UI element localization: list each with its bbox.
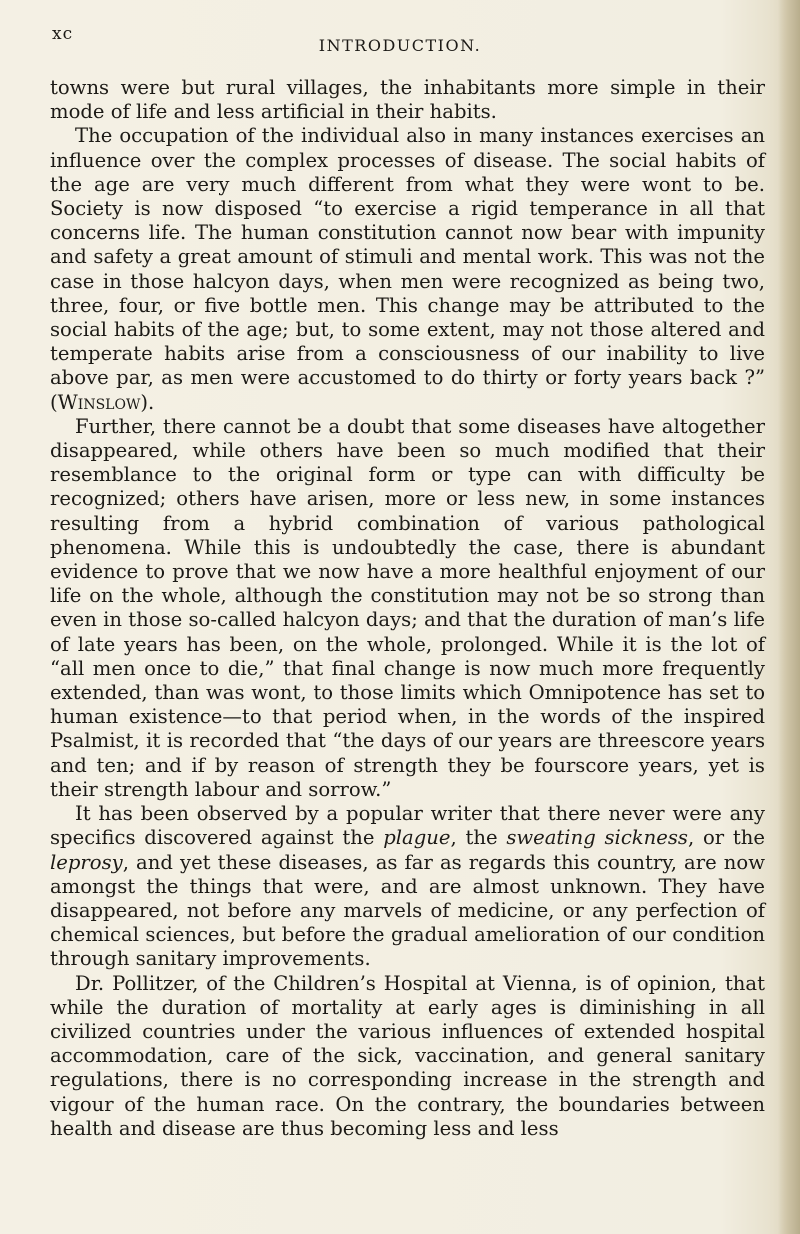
paragraph-1: towns were but rural villages, the inhabitants more simple in their mode of life and less artificial in their habits. bbox=[50, 76, 765, 124]
term-leprosy: leprosy bbox=[50, 850, 123, 874]
paragraph-2 bbox=[50, 124, 765, 414]
paragraph-2-end: ). bbox=[140, 390, 155, 414]
paragraph-4-sep2: , or the bbox=[688, 826, 766, 850]
paragraph-4-end: , and yet these diseases, as far as regards this country, are now amongst the things that were, and are almost unknown. They have disappeared, not before any marvels of medicine, or any perfection of chemical sciences, but before the gradual amelioration of our condition through sanitary improvements. bbox=[50, 850, 765, 971]
citation-author: Winslow bbox=[57, 390, 141, 414]
term-plague: plague bbox=[383, 826, 451, 850]
paragraph-4-sep1: , the bbox=[450, 826, 507, 850]
paragraph-2-text: The occupation of the individual also in many instances exercises an influence over the complex processes of disease. The social habits of the age are very much different from what they were wont to be. Society is now disposed “to exercise a rigid temperance in all that concerns life. The human constitution cannot now bear with impunity and safety a great amount of stimuli and mental work. This was not the case in those halcyon days, when men were recognized as being two, three, four, or five bottle men. This change may be attributed to the social habits of the age; but, to some extent, may not those altered and temperate habits arise from a consciousness of our inability to live above par, as men were accustomed to do thirty or forty years back ?” ( bbox=[50, 124, 765, 414]
page-edge-shadow bbox=[778, 0, 800, 1234]
paragraph-4-start: It has been observed by a popular writer that there never were any specifics discovered against the bbox=[50, 802, 765, 850]
paragraph-5: Dr. Pollitzer, of the Children’s Hospital at Vienna, is of opinion, that while the duration of mortality at early ages is diminishing in all civilized countries under the various influences of extended hospital accommodation, care of the sick, vaccination, and general sanitary regulations, there is no corresponding increase in the strength and vigour of the human race. On the contrary, the boundaries between health and disease are thus becoming less and less bbox=[50, 971, 765, 1140]
paragraph-4 bbox=[50, 802, 765, 971]
term-sweating-sickness: sweating sickness bbox=[506, 826, 688, 850]
page-number: xc bbox=[52, 24, 74, 44]
paragraph-3: Further, there cannot be a doubt that some diseases have altogether disappeared, while others have been so much modified that their resemblance to the original form or type can with difficulty be recognized; others have arisen, more or less new, in some instances resulting from a hybrid combination of various pathological phenomena. While this is undoubtedly the case, there is abundant evidence to prove that we now have a more healthful enjoyment of our life on the whole, although the constitution may not be so strong than even in those so-called halcyon days; and that the duration of man’s life of late years has been, on the whole, prolonged. While it is the lot of “all men once to die,” that final change is now much more frequently extended, than was wont, to those limits which Omnipotence has set to human existence—to that period when, in the words of the inspired Psalmist, it is recorded that “the days of our years are threescore years and ten; and if by reason of strength they be fourscore years, yet is their strength labour and sorrow.” bbox=[50, 414, 765, 801]
running-head: INTRODUCTION. bbox=[318, 36, 482, 55]
body-text bbox=[50, 76, 765, 1141]
